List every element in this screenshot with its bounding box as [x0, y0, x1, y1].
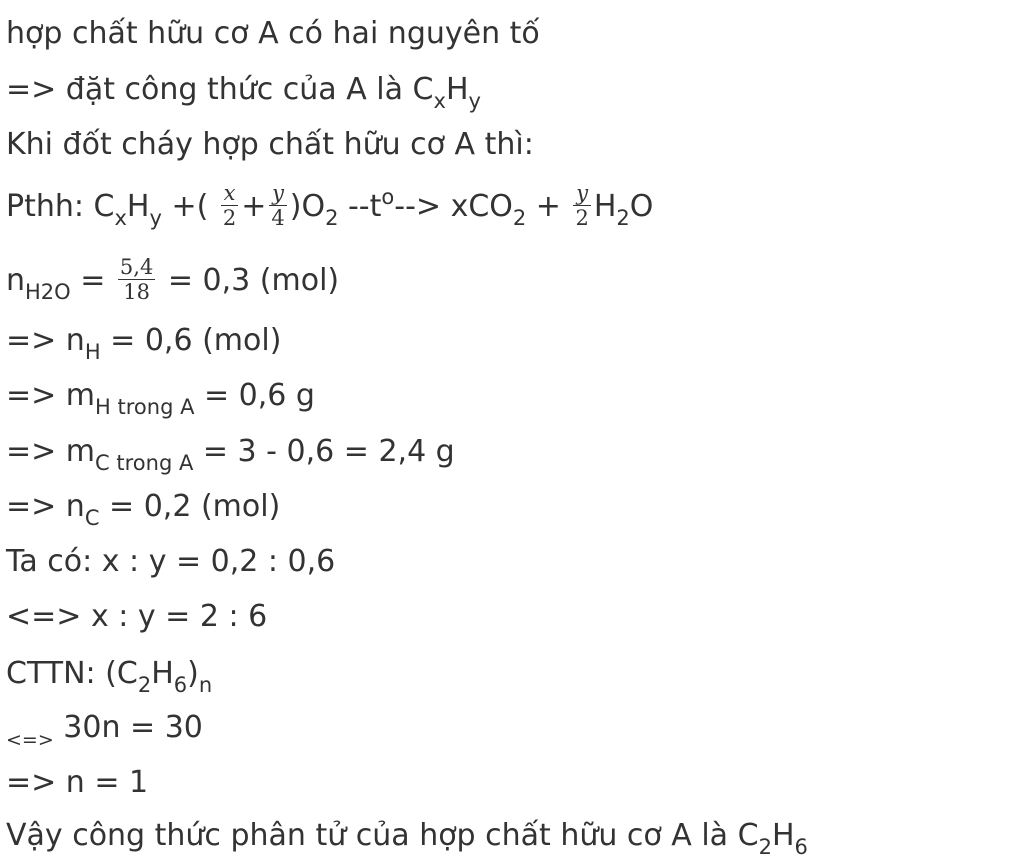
- superscript-o: o: [381, 185, 395, 209]
- subscript-x: x: [114, 206, 127, 230]
- line-14: [6, 763, 148, 803]
- subscript-2: 2: [512, 206, 527, 230]
- oxygen: )O: [289, 189, 326, 224]
- formula-prefix: CTTN: (C: [6, 656, 138, 691]
- line-10: [6, 542, 335, 582]
- element-h: H: [151, 656, 174, 691]
- line-2: [6, 70, 481, 112]
- subscript-x: x: [433, 89, 446, 113]
- subscript-2: 2: [758, 835, 772, 859]
- equivalence-small: <=>: [6, 729, 54, 751]
- subscript-2: 2: [616, 206, 630, 230]
- element-h: H: [771, 818, 795, 853]
- element-o: O: [629, 189, 654, 224]
- subscript-2: 2: [325, 206, 339, 230]
- element-h: H: [445, 72, 469, 107]
- subscript-y: y: [149, 206, 162, 230]
- numerator: x: [221, 181, 238, 206]
- numerator: 5,4: [119, 255, 154, 279]
- fraction-y-over-2: [573, 181, 590, 230]
- subscript-6: 6: [794, 835, 808, 859]
- fraction-5-4-over-18: [118, 255, 155, 304]
- line-6: [6, 321, 281, 363]
- symbol-n: n: [6, 263, 26, 298]
- subscript-h2o: H2O: [25, 280, 71, 304]
- result-text: = 0,2 (mol): [99, 489, 281, 524]
- subscript-2: 2: [137, 673, 152, 697]
- reaction-arrow-product: --> xCO: [394, 189, 513, 224]
- equals-sign: =: [70, 263, 115, 298]
- element-h: H: [126, 189, 150, 224]
- subscript-y: y: [468, 89, 481, 113]
- fraction-x-over-2: [221, 181, 238, 230]
- subscript: H trong A: [95, 395, 195, 419]
- line-9: [6, 487, 280, 529]
- result-text: 30n = 30: [53, 710, 203, 745]
- denominator: 18: [123, 280, 150, 304]
- subscript-n: n: [198, 673, 213, 697]
- numerator: y: [573, 181, 590, 206]
- line-3: [6, 125, 534, 165]
- condition-t: --t: [338, 189, 382, 224]
- formula-prefix: => m: [6, 434, 96, 469]
- line-5: [6, 257, 339, 306]
- line-1: [6, 14, 540, 54]
- conclusion-prefix: Vậy công thức phân tử của hợp chất hữu cơ A là C: [6, 818, 759, 853]
- plus-sign: +: [526, 189, 571, 224]
- line-4-equation: [6, 183, 653, 232]
- result-text: = 0,6 (mol): [100, 323, 282, 358]
- line-13: [6, 708, 203, 751]
- line-11: [6, 597, 267, 637]
- formula-prefix: => m: [6, 378, 96, 413]
- fraction-y-over-4: [269, 181, 286, 230]
- equation-prefix: Pthh: C: [6, 189, 115, 224]
- subscript: C: [84, 506, 100, 530]
- subscript-6: 6: [173, 673, 188, 697]
- result-text: = 3 - 0,6 = 2,4 g: [193, 434, 455, 469]
- statement-text: Ta có: x : y = 0,2 : 0,6: [6, 544, 336, 579]
- denominator: 2: [575, 206, 589, 230]
- formula-prefix: => n: [6, 489, 85, 524]
- denominator: 2: [222, 206, 237, 230]
- paren-open: +(: [161, 189, 218, 224]
- result-text: = 0,6 g: [194, 378, 315, 413]
- subscript: C trong A: [95, 451, 194, 475]
- paren-close: ): [187, 656, 199, 691]
- plus-sign: +: [241, 189, 267, 224]
- result-text: = 0,3 (mol): [158, 263, 340, 298]
- denominator: 4: [271, 206, 285, 230]
- statement-text: hợp chất hữu cơ A có hai nguyên tố: [6, 16, 540, 51]
- statement-text: Khi đốt cháy hợp chất hữu cơ A thì:: [6, 127, 534, 162]
- line-15: [6, 816, 808, 858]
- formula-prefix: => đặt công thức của A là C: [6, 72, 434, 107]
- statement-text: <=> x : y = 2 : 6: [6, 599, 268, 634]
- line-12: [6, 654, 212, 696]
- subscript: H: [84, 340, 101, 364]
- formula-prefix: => n: [6, 323, 85, 358]
- line-8: [6, 432, 455, 474]
- statement-text: => n = 1: [6, 765, 149, 800]
- element-h: H: [593, 189, 617, 224]
- numerator: y: [269, 181, 286, 206]
- line-7: [6, 376, 315, 418]
